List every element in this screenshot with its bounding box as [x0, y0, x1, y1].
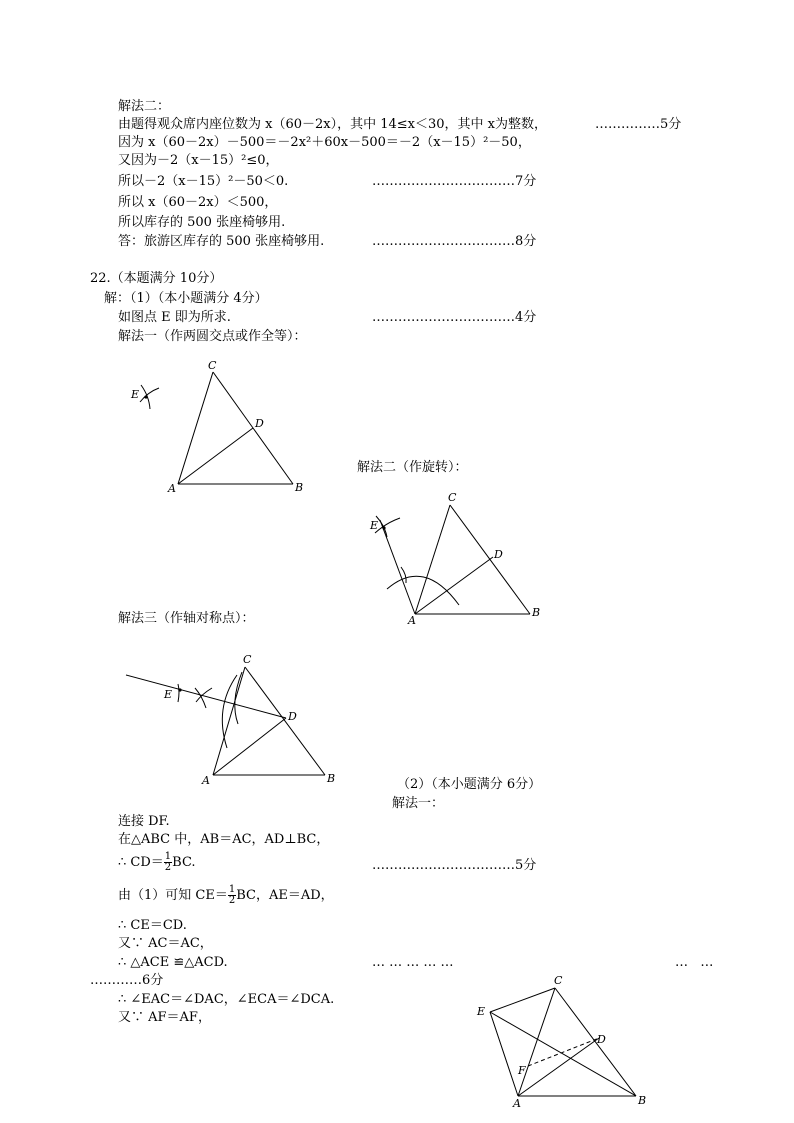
proof-line: [118, 852, 196, 873]
label-b: B: [295, 481, 304, 494]
score-mark: ……………………………7分: [372, 174, 537, 189]
construction-figure-two: [360, 485, 550, 630]
method-heading: 解法二（作旋转）：: [357, 460, 468, 475]
score-mark: ……………5分: [595, 117, 682, 132]
proof-figure: [470, 970, 660, 1115]
construction-arc: [401, 567, 406, 583]
label-b: B: [327, 772, 336, 785]
segment-bc: [245, 667, 325, 775]
method-heading: 解法三（作轴对称点）：: [118, 611, 255, 626]
reflection-line: [126, 675, 286, 718]
proof-line: 在△ABC 中，AB＝AC，AD⊥BC，: [118, 832, 330, 847]
fraction-one-half: [164, 852, 172, 873]
proof-text: 由（1）可知 CE＝: [118, 888, 228, 903]
construction-arc: [375, 518, 400, 533]
fraction-denominator: 2: [164, 862, 172, 873]
segment-ac: [213, 667, 245, 775]
point-e: [144, 395, 147, 398]
solution-line: 所以 x（60－2x）＜500，: [118, 195, 278, 210]
fraction-one-half: [228, 885, 236, 906]
proof-text: BC.: [172, 855, 196, 870]
score-mark: … … … … …: [372, 955, 454, 970]
solution-line: 如图点 E 即为所求.: [118, 310, 231, 325]
proof-line: ∴ ∠EAC＝∠DAC，∠ECA＝∠DCA.: [118, 992, 335, 1007]
segment-ac: [178, 372, 213, 484]
score-mark: ……………………………8分: [372, 234, 537, 249]
proof-text: ∴ CD＝: [118, 855, 164, 870]
label-e: E: [477, 1005, 486, 1018]
segment-ec: [490, 988, 555, 1012]
label-e: E: [131, 388, 140, 401]
score-mark: ……………………………4分: [372, 310, 537, 325]
label-d: D: [288, 710, 297, 723]
label-e: E: [164, 688, 173, 701]
method-heading: 解法一（作两圆交点或作全等）：: [118, 329, 307, 344]
construction-arc: [195, 688, 206, 708]
solution-line: 由题得观众席内座位数为 x（60－2x），其中 14≤x＜30，其中 x为整数，: [118, 117, 548, 132]
label-f: F: [518, 1064, 526, 1077]
label-b: B: [638, 1094, 647, 1107]
label-a: A: [408, 614, 416, 627]
construction-arc: [196, 688, 212, 702]
segment-bc: [555, 988, 636, 1096]
label-a: A: [513, 1097, 521, 1110]
label-b: B: [532, 606, 541, 619]
label-a: A: [202, 774, 210, 787]
segment-ad: [518, 1038, 599, 1096]
construction-figure-three: [120, 650, 340, 790]
proof-line: 又∵ AF＝AF，: [118, 1010, 211, 1025]
solution-line: 因为 x（60－2x）－500＝－2x²＋60x－500＝－2（x－15）²－50，: [118, 135, 531, 150]
question-heading: 22.（本题满分 10分）: [90, 271, 223, 286]
solution-line: 又因为－2（x－15）²≤0，: [118, 153, 279, 168]
label-c: C: [208, 359, 217, 372]
answer-line: 答：旅游区库存的 500 张座椅够用.: [118, 234, 325, 249]
proof-line: ∴ CE＝CD.: [118, 918, 187, 933]
point-e: [382, 526, 385, 529]
segment-ad: [178, 428, 253, 484]
label-c: C: [243, 653, 252, 666]
segment-ad: [415, 557, 493, 614]
part-two-heading: （2）（本小题满分 6分）: [397, 777, 542, 792]
label-c: C: [554, 974, 563, 987]
score-mark: … …: [675, 955, 714, 970]
score-mark: …………6分: [90, 973, 164, 988]
point-e: [178, 688, 181, 691]
method-heading: 解法一：: [392, 796, 445, 811]
fraction-numerator: 1: [164, 851, 172, 862]
segment-ae: [380, 520, 415, 614]
construction-figure-one: [120, 355, 320, 500]
solution-line: 所以库存的 500 张座椅够用.: [118, 215, 286, 230]
segment-df-dashed: [528, 1038, 599, 1066]
proof-line: [118, 885, 334, 906]
proof-line: 连接 DF.: [118, 814, 170, 829]
solution-line: 所以－2（x－15）²－50＜0.: [118, 174, 289, 189]
part-one-heading: 解：（1）（本小题满分 4分）: [104, 291, 268, 306]
label-e: E: [370, 519, 379, 532]
segment-ac: [518, 988, 555, 1096]
proof-line: 又∵ AC＝AC，: [118, 936, 213, 951]
fraction-numerator: 1: [228, 884, 236, 895]
proof-text: BC，AE＝AD，: [236, 888, 334, 903]
segment-eb: [490, 1012, 636, 1096]
segment-ea: [490, 1012, 518, 1096]
method-two-heading: 解法二：: [118, 99, 171, 114]
label-c: C: [448, 491, 457, 504]
segment-ad: [213, 718, 286, 775]
score-mark: ……………………………5分: [372, 858, 537, 873]
construction-arc: [140, 388, 159, 402]
segment-ac: [415, 505, 450, 614]
label-d: D: [255, 417, 264, 430]
construction-arc: [178, 684, 179, 702]
label-d: D: [597, 1033, 606, 1046]
label-a: A: [168, 482, 176, 495]
proof-line: ∴ △ACE ≌△ACD.: [118, 955, 228, 970]
fraction-denominator: 2: [228, 895, 236, 906]
label-d: D: [494, 548, 503, 561]
